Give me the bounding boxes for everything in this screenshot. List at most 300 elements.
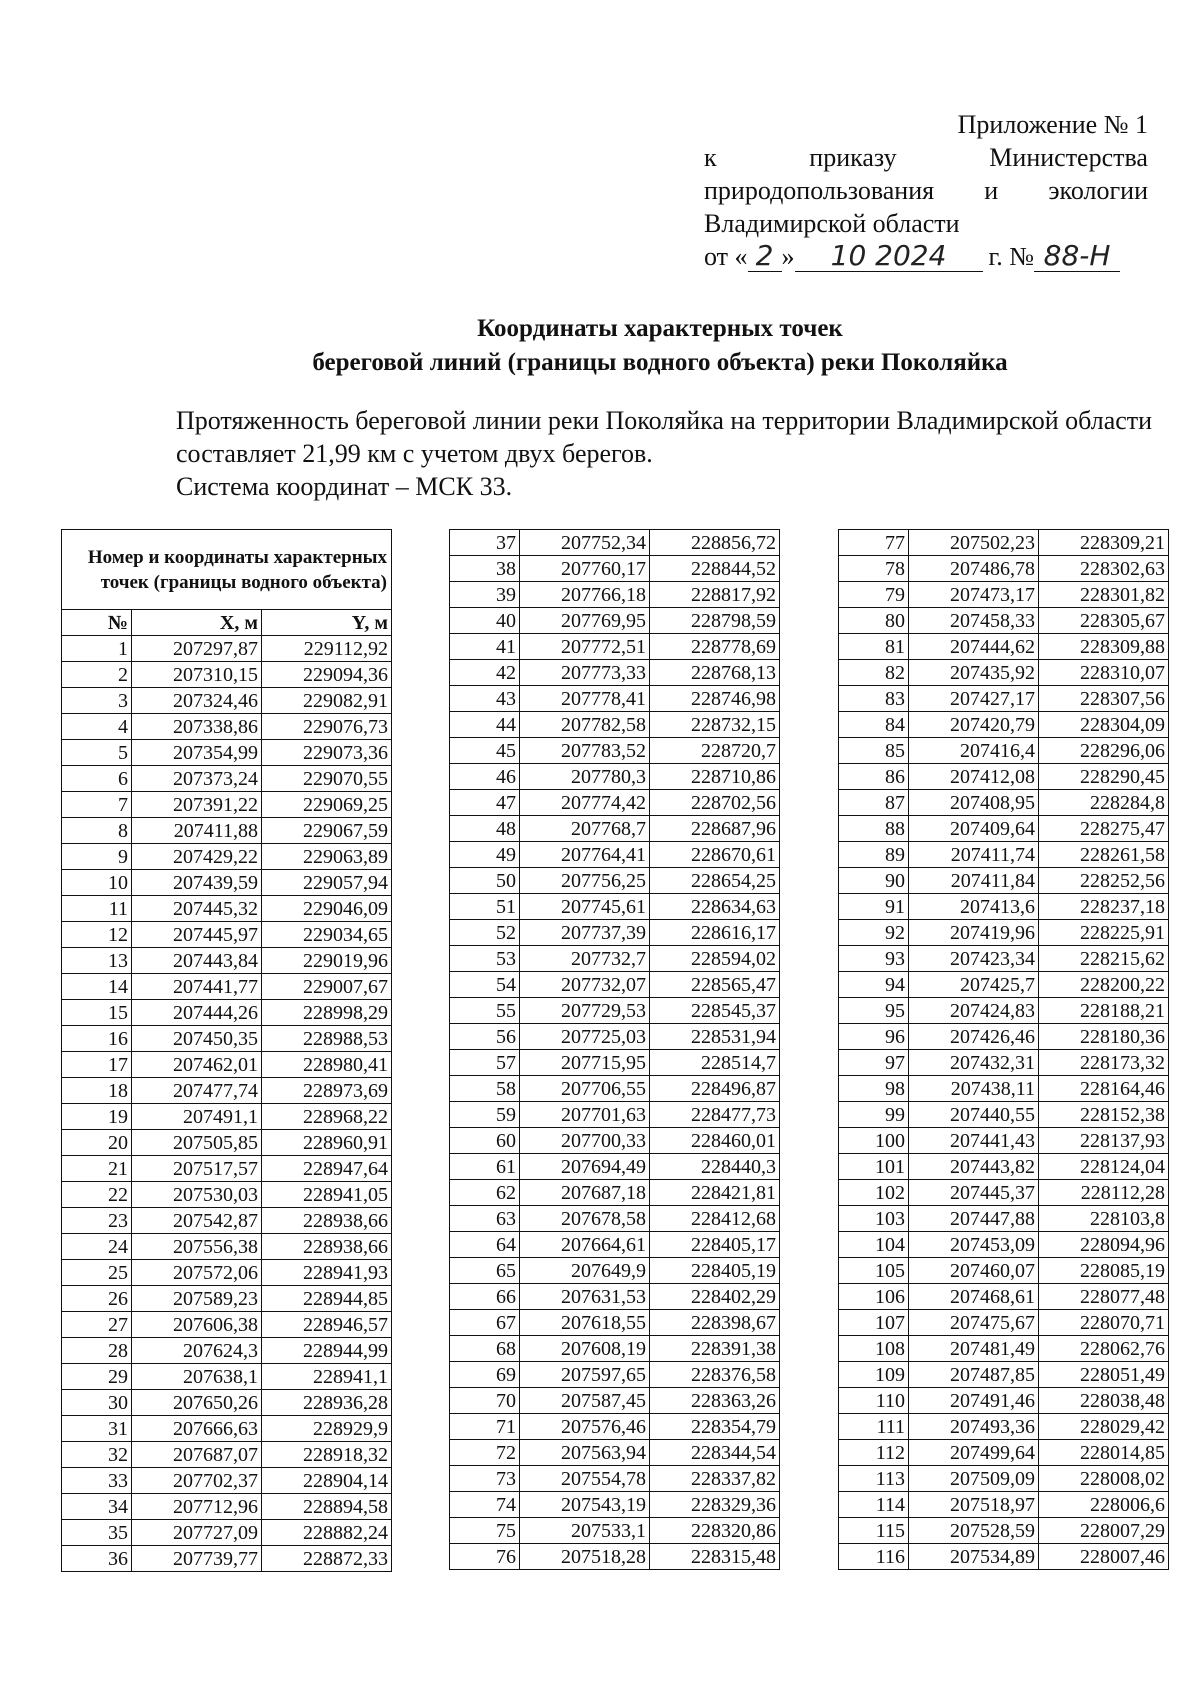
point-number: 108	[839, 1336, 909, 1362]
y-coordinate: 228936,28	[262, 1390, 392, 1416]
y-coordinate: 228545,37	[650, 998, 780, 1024]
column-header-number: №	[62, 610, 132, 636]
x-coordinate: 207425,7	[909, 972, 1039, 998]
point-number: 63	[450, 1206, 520, 1232]
intro-coordinate-system: Система координат – МСК 33.	[176, 472, 513, 501]
intro-length: Протяженность береговой линии реки Поколяйка на территории Владимирской области составляет 21,99 км с учетом двух берегов.	[176, 406, 1153, 468]
x-coordinate: 207435,92	[909, 660, 1039, 686]
table-row	[62, 1468, 392, 1494]
y-coordinate: 228421,81	[650, 1180, 780, 1206]
y-coordinate: 228337,82	[650, 1466, 780, 1492]
x-coordinate: 207409,64	[909, 816, 1039, 842]
point-number: 5	[62, 740, 132, 766]
x-coordinate: 207533,1	[520, 1518, 650, 1544]
x-coordinate: 207687,18	[520, 1180, 650, 1206]
table-row	[62, 1026, 392, 1052]
y-coordinate: 228225,91	[1039, 920, 1169, 946]
y-coordinate: 228261,58	[1039, 842, 1169, 868]
table-row	[839, 1180, 1169, 1206]
point-number: 50	[450, 868, 520, 894]
appendix-word: к	[704, 143, 717, 172]
table-row	[839, 712, 1169, 738]
point-number: 64	[450, 1232, 520, 1258]
table-row	[450, 1466, 780, 1492]
table-row	[62, 688, 392, 714]
point-number: 37	[450, 530, 520, 556]
y-coordinate: 228616,17	[650, 920, 780, 946]
y-coordinate: 228798,59	[650, 608, 780, 634]
table-row	[839, 608, 1169, 634]
point-number: 10	[62, 870, 132, 896]
x-coordinate: 207438,11	[909, 1076, 1039, 1102]
table-row	[839, 1024, 1169, 1050]
x-coordinate: 207694,49	[520, 1154, 650, 1180]
point-number: 113	[839, 1466, 909, 1492]
y-coordinate: 228980,41	[262, 1052, 392, 1078]
x-coordinate: 207502,23	[909, 530, 1039, 556]
point-number: 33	[62, 1468, 132, 1494]
handwritten-day: 2	[748, 241, 782, 272]
table-row	[450, 868, 780, 894]
x-coordinate: 207427,17	[909, 686, 1039, 712]
x-coordinate: 207354,99	[132, 740, 262, 766]
table-row	[62, 1520, 392, 1546]
x-coordinate: 207391,22	[132, 792, 262, 818]
table-row	[450, 790, 780, 816]
table-row	[450, 1284, 780, 1310]
x-coordinate: 207412,08	[909, 764, 1039, 790]
x-coordinate: 207702,37	[132, 1468, 262, 1494]
x-coordinate: 207426,46	[909, 1024, 1039, 1050]
x-coordinate: 207725,03	[520, 1024, 650, 1050]
x-coordinate: 207416,4	[909, 738, 1039, 764]
point-number: 65	[450, 1258, 520, 1284]
table-row	[450, 712, 780, 738]
y-coordinate: 228363,26	[650, 1388, 780, 1414]
x-coordinate: 207678,58	[520, 1206, 650, 1232]
x-coordinate: 207701,63	[520, 1102, 650, 1128]
point-number: 53	[450, 946, 520, 972]
point-number: 29	[62, 1364, 132, 1390]
table-row	[62, 922, 392, 948]
y-coordinate: 228405,17	[650, 1232, 780, 1258]
point-number: 115	[839, 1518, 909, 1544]
x-coordinate: 207505,85	[132, 1130, 262, 1156]
table-row	[839, 1466, 1169, 1492]
point-number: 21	[62, 1156, 132, 1182]
table-row	[839, 998, 1169, 1024]
point-number: 110	[839, 1388, 909, 1414]
y-coordinate: 228944,99	[262, 1338, 392, 1364]
point-number: 88	[839, 816, 909, 842]
point-number: 30	[62, 1390, 132, 1416]
table-row	[450, 556, 780, 582]
x-coordinate: 207444,62	[909, 634, 1039, 660]
x-coordinate: 207486,78	[909, 556, 1039, 582]
y-coordinate: 229067,59	[262, 818, 392, 844]
appendix-word: Министерства	[989, 143, 1148, 172]
date-prefix: от «	[704, 242, 748, 271]
x-coordinate: 207631,53	[520, 1284, 650, 1310]
point-number: 27	[62, 1312, 132, 1338]
point-number: 105	[839, 1258, 909, 1284]
table-row	[450, 1518, 780, 1544]
point-number: 90	[839, 868, 909, 894]
point-number: 89	[839, 842, 909, 868]
y-coordinate: 228237,18	[1039, 894, 1169, 920]
table-row	[450, 1102, 780, 1128]
point-number: 107	[839, 1310, 909, 1336]
point-number: 47	[450, 790, 520, 816]
y-coordinate: 228103,8	[1039, 1206, 1169, 1232]
table-row	[62, 766, 392, 792]
table-row	[62, 714, 392, 740]
y-coordinate: 228817,92	[650, 582, 780, 608]
y-coordinate: 228654,25	[650, 868, 780, 894]
y-coordinate: 228152,38	[1039, 1102, 1169, 1128]
x-coordinate: 207778,41	[520, 686, 650, 712]
y-coordinate: 228304,09	[1039, 712, 1169, 738]
appendix-word: экологии	[1048, 176, 1148, 205]
x-coordinate: 207712,96	[132, 1494, 262, 1520]
x-coordinate: 207666,63	[132, 1416, 262, 1442]
table-row	[450, 972, 780, 998]
y-coordinate: 228947,64	[262, 1156, 392, 1182]
y-coordinate: 229057,94	[262, 870, 392, 896]
point-number: 44	[450, 712, 520, 738]
point-number: 82	[839, 660, 909, 686]
point-number: 15	[62, 1000, 132, 1026]
coordinates-table-3	[838, 529, 1169, 1570]
x-coordinate: 207769,95	[520, 608, 650, 634]
x-coordinate: 207543,19	[520, 1492, 650, 1518]
x-coordinate: 207468,61	[909, 1284, 1039, 1310]
y-coordinate: 228301,82	[1039, 582, 1169, 608]
table-row	[450, 998, 780, 1024]
x-coordinate: 207491,46	[909, 1388, 1039, 1414]
x-coordinate: 207517,57	[132, 1156, 262, 1182]
point-number: 25	[62, 1260, 132, 1286]
point-number: 3	[62, 688, 132, 714]
point-number: 81	[839, 634, 909, 660]
appendix-ministry-line	[704, 174, 1148, 207]
y-coordinate: 229007,67	[262, 974, 392, 1000]
point-number: 106	[839, 1284, 909, 1310]
y-coordinate: 228634,63	[650, 894, 780, 920]
y-coordinate: 228440,3	[650, 1154, 780, 1180]
y-coordinate: 229082,91	[262, 688, 392, 714]
table-row	[62, 1052, 392, 1078]
x-coordinate: 207487,85	[909, 1362, 1039, 1388]
x-coordinate: 207432,31	[909, 1050, 1039, 1076]
y-coordinate: 228029,42	[1039, 1414, 1169, 1440]
x-coordinate: 207445,37	[909, 1180, 1039, 1206]
column-header-y: Y, м	[262, 610, 392, 636]
point-number: 96	[839, 1024, 909, 1050]
y-coordinate: 228302,63	[1039, 556, 1169, 582]
point-number: 22	[62, 1182, 132, 1208]
table-row	[450, 738, 780, 764]
y-coordinate: 228284,8	[1039, 790, 1169, 816]
x-coordinate: 207576,46	[520, 1414, 650, 1440]
point-number: 104	[839, 1232, 909, 1258]
table-row	[62, 974, 392, 1000]
appendix-date-line	[704, 240, 1148, 273]
x-coordinate: 207732,7	[520, 946, 650, 972]
x-coordinate: 207297,87	[132, 636, 262, 662]
x-coordinate: 207618,55	[520, 1310, 650, 1336]
point-number: 24	[62, 1234, 132, 1260]
table-row	[450, 894, 780, 920]
appendix-number: Приложение № 1	[957, 110, 1148, 139]
x-coordinate: 207542,87	[132, 1208, 262, 1234]
point-number: 103	[839, 1206, 909, 1232]
point-number: 80	[839, 608, 909, 634]
table-row	[450, 1362, 780, 1388]
point-number: 45	[450, 738, 520, 764]
table-row	[450, 1258, 780, 1284]
y-coordinate: 228320,86	[650, 1518, 780, 1544]
x-coordinate: 207732,07	[520, 972, 650, 998]
table-row	[839, 1050, 1169, 1076]
table-row	[839, 790, 1169, 816]
table-row	[62, 1182, 392, 1208]
table-row	[839, 1440, 1169, 1466]
x-coordinate: 207768,7	[520, 816, 650, 842]
y-coordinate: 228215,62	[1039, 946, 1169, 972]
table-row	[62, 870, 392, 896]
coordinates-table-2	[449, 529, 780, 1570]
x-coordinate: 207528,59	[909, 1518, 1039, 1544]
table-row	[62, 1494, 392, 1520]
point-number: 68	[450, 1336, 520, 1362]
point-number: 9	[62, 844, 132, 870]
point-number: 13	[62, 948, 132, 974]
x-coordinate: 207715,95	[520, 1050, 650, 1076]
table-row	[62, 1078, 392, 1104]
table-row	[450, 1076, 780, 1102]
table-row	[450, 1180, 780, 1206]
point-number: 114	[839, 1492, 909, 1518]
point-number: 54	[450, 972, 520, 998]
point-number: 32	[62, 1442, 132, 1468]
y-coordinate: 228329,36	[650, 1492, 780, 1518]
intro-text	[176, 404, 1166, 503]
x-coordinate: 207706,55	[520, 1076, 650, 1102]
table-row	[450, 1414, 780, 1440]
point-number: 35	[62, 1520, 132, 1546]
x-coordinate: 207783,52	[520, 738, 650, 764]
x-coordinate: 207441,43	[909, 1128, 1039, 1154]
table-row	[450, 1440, 780, 1466]
x-coordinate: 207440,55	[909, 1102, 1039, 1128]
x-coordinate: 207491,1	[132, 1104, 262, 1130]
y-coordinate: 228496,87	[650, 1076, 780, 1102]
point-number: 70	[450, 1388, 520, 1414]
y-coordinate: 228938,66	[262, 1234, 392, 1260]
table-row	[839, 1518, 1169, 1544]
y-coordinate: 228290,45	[1039, 764, 1169, 790]
point-number: 17	[62, 1052, 132, 1078]
table-row	[450, 946, 780, 972]
y-coordinate: 228768,13	[650, 660, 780, 686]
y-coordinate: 228894,58	[262, 1494, 392, 1520]
point-number: 61	[450, 1154, 520, 1180]
table-row	[450, 816, 780, 842]
point-number: 83	[839, 686, 909, 712]
y-coordinate: 228085,19	[1039, 1258, 1169, 1284]
table-row	[62, 1104, 392, 1130]
y-coordinate: 228007,29	[1039, 1518, 1169, 1544]
table-row	[62, 792, 392, 818]
point-number: 99	[839, 1102, 909, 1128]
y-coordinate: 228929,9	[262, 1416, 392, 1442]
x-coordinate: 207477,74	[132, 1078, 262, 1104]
table-row	[62, 844, 392, 870]
y-coordinate: 228460,01	[650, 1128, 780, 1154]
x-coordinate: 207373,24	[132, 766, 262, 792]
point-number: 92	[839, 920, 909, 946]
y-coordinate: 228844,52	[650, 556, 780, 582]
table-row	[450, 530, 780, 556]
table-row	[839, 1206, 1169, 1232]
table-row	[62, 896, 392, 922]
y-coordinate: 228051,49	[1039, 1362, 1169, 1388]
x-coordinate: 207650,26	[132, 1390, 262, 1416]
point-number: 36	[62, 1546, 132, 1572]
x-coordinate: 207760,17	[520, 556, 650, 582]
point-number: 116	[839, 1544, 909, 1570]
point-number: 41	[450, 634, 520, 660]
x-coordinate: 207413,6	[909, 894, 1039, 920]
x-coordinate: 207324,46	[132, 688, 262, 714]
point-number: 58	[450, 1076, 520, 1102]
point-number: 28	[62, 1338, 132, 1364]
table-row	[62, 662, 392, 688]
y-coordinate: 228405,19	[650, 1258, 780, 1284]
table-row	[62, 1286, 392, 1312]
y-coordinate: 228882,24	[262, 1520, 392, 1546]
document-title	[0, 312, 1200, 380]
point-number: 74	[450, 1492, 520, 1518]
x-coordinate: 207556,38	[132, 1234, 262, 1260]
table-row	[450, 1310, 780, 1336]
point-number: 4	[62, 714, 132, 740]
y-coordinate: 229019,96	[262, 948, 392, 974]
table-row	[839, 1310, 1169, 1336]
x-coordinate: 207606,38	[132, 1312, 262, 1338]
point-number: 73	[450, 1466, 520, 1492]
title-line-1: Координаты характерных точек	[477, 315, 843, 342]
point-number: 18	[62, 1078, 132, 1104]
point-number: 62	[450, 1180, 520, 1206]
y-coordinate: 228941,1	[262, 1364, 392, 1390]
y-coordinate: 228941,05	[262, 1182, 392, 1208]
y-coordinate: 228968,22	[262, 1104, 392, 1130]
table-row	[450, 1024, 780, 1050]
x-coordinate: 207518,97	[909, 1492, 1039, 1518]
y-coordinate: 228252,56	[1039, 868, 1169, 894]
point-number: 57	[450, 1050, 520, 1076]
x-coordinate: 207764,41	[520, 842, 650, 868]
table-row	[839, 1258, 1169, 1284]
y-coordinate: 228070,71	[1039, 1310, 1169, 1336]
point-number: 23	[62, 1208, 132, 1234]
point-number: 95	[839, 998, 909, 1024]
point-number: 77	[839, 530, 909, 556]
y-coordinate: 228732,15	[650, 712, 780, 738]
x-coordinate: 207772,51	[520, 634, 650, 660]
y-coordinate: 228296,06	[1039, 738, 1169, 764]
column-header-x: X, м	[132, 610, 262, 636]
point-number: 46	[450, 764, 520, 790]
appendix-order-line	[704, 141, 1148, 174]
table-row	[839, 842, 1169, 868]
y-coordinate: 228710,86	[650, 764, 780, 790]
x-coordinate: 207475,67	[909, 1310, 1039, 1336]
table-row	[839, 582, 1169, 608]
title-line-2: береговой линий (границы водного объекта) реки Поколяйка	[312, 349, 1008, 376]
table-row	[839, 1414, 1169, 1440]
table-row	[839, 686, 1169, 712]
point-number: 1	[62, 636, 132, 662]
x-coordinate: 207411,74	[909, 842, 1039, 868]
x-coordinate: 207589,23	[132, 1286, 262, 1312]
x-coordinate: 207509,09	[909, 1466, 1039, 1492]
x-coordinate: 207782,58	[520, 712, 650, 738]
y-coordinate: 228720,7	[650, 738, 780, 764]
y-coordinate: 229073,36	[262, 740, 392, 766]
table-row	[450, 1336, 780, 1362]
y-coordinate: 228309,88	[1039, 634, 1169, 660]
y-coordinate: 228941,93	[262, 1260, 392, 1286]
table-row	[450, 1544, 780, 1570]
x-coordinate: 207572,06	[132, 1260, 262, 1286]
x-coordinate: 207443,84	[132, 948, 262, 974]
x-coordinate: 207481,49	[909, 1336, 1039, 1362]
x-coordinate: 207780,3	[520, 764, 650, 790]
y-coordinate: 228998,29	[262, 1000, 392, 1026]
y-coordinate: 228391,38	[650, 1336, 780, 1362]
y-coordinate: 228514,7	[650, 1050, 780, 1076]
y-coordinate: 228872,33	[262, 1546, 392, 1572]
point-number: 12	[62, 922, 132, 948]
table-row	[839, 634, 1169, 660]
x-coordinate: 207443,82	[909, 1154, 1039, 1180]
x-coordinate: 207499,64	[909, 1440, 1039, 1466]
table-row	[839, 1128, 1169, 1154]
point-number: 52	[450, 920, 520, 946]
x-coordinate: 207745,61	[520, 894, 650, 920]
point-number: 75	[450, 1518, 520, 1544]
y-coordinate: 229046,09	[262, 896, 392, 922]
x-coordinate: 207664,61	[520, 1232, 650, 1258]
y-coordinate: 228960,91	[262, 1130, 392, 1156]
y-coordinate: 228077,48	[1039, 1284, 1169, 1310]
y-coordinate: 228305,67	[1039, 608, 1169, 634]
y-coordinate: 229069,25	[262, 792, 392, 818]
table-row	[450, 920, 780, 946]
y-coordinate: 228904,14	[262, 1468, 392, 1494]
x-coordinate: 207424,83	[909, 998, 1039, 1024]
x-coordinate: 207453,09	[909, 1232, 1039, 1258]
x-coordinate: 207624,3	[132, 1338, 262, 1364]
y-coordinate: 228315,48	[650, 1544, 780, 1570]
y-coordinate: 228988,53	[262, 1026, 392, 1052]
y-coordinate: 228687,96	[650, 816, 780, 842]
table-row	[839, 1492, 1169, 1518]
table-row	[839, 920, 1169, 946]
